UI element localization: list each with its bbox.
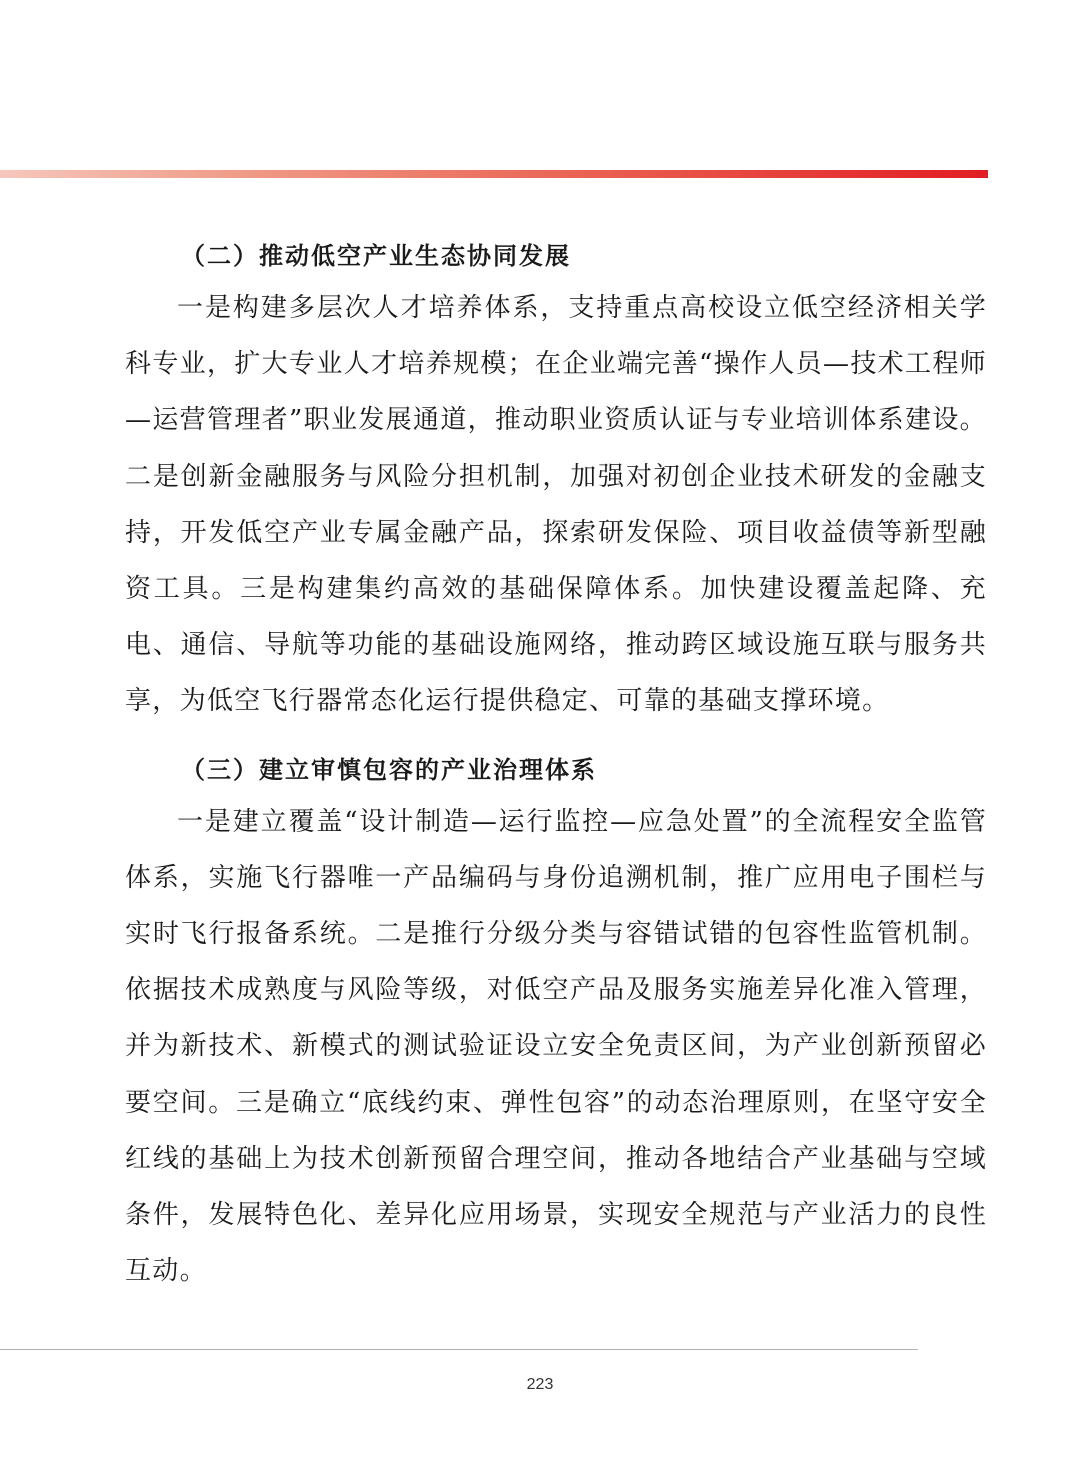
page-number: 223 <box>526 1376 554 1393</box>
section-paragraph-2: 一是构建多层次人才培养体系，支持重点高校设立低空经济相关学科专业，扩大专业人才培养规模；在企业端完善“操作人员—技术工程师—运营管理者”职业发展通道，推动职业资质认证与专业培训体系建设。二是创新金融服务与风险分担机制，加强对初创企业技术研发的金融支持，开发低空产业专属金融产品，探索研发保险、项目收益债等新型融资工具。三是构建集约高效的基础保障体系。加快建设覆盖起降、充电、通信、导航等功能的基础设施网络，推动跨区域设施互联与服务共享，为低空飞行器常态化运行提供稳定、可靠的基础支撑环境。 <box>125 293 987 717</box>
document-body <box>125 232 987 1315</box>
footer-divider <box>0 1349 918 1350</box>
section-heading-2: （二）推动低空产业生态协同发展 <box>181 242 571 270</box>
section-heading-3: （三）建立审慎包容的产业治理体系 <box>181 755 597 784</box>
top-gradient-rule <box>0 170 988 178</box>
section-paragraph-3: 一是建立覆盖“设计制造—运行监控—应急处置”的全流程安全监管体系，实施飞行器唯一产品编码与身份追溯机制，推广应用电子围栏与实时飞行报备系统。二是推行分级分类与容错试错的包容性监管机制。依据技术成熟度与风险等级，对低空产品及服务实施差异化准入管理，并为新技术、新模式的测试验证设立安全免责区间，为产业创新预留必要空间。三是确立“底线约束、弹性包容”的动态治理原则，在坚守安全红线的基础上为技术创新预留合理空间，推动各地结合产业基础与空域条件，发展特色化、差异化应用场景，实现安全规范与产业活力的良性互动。 <box>125 806 987 1287</box>
